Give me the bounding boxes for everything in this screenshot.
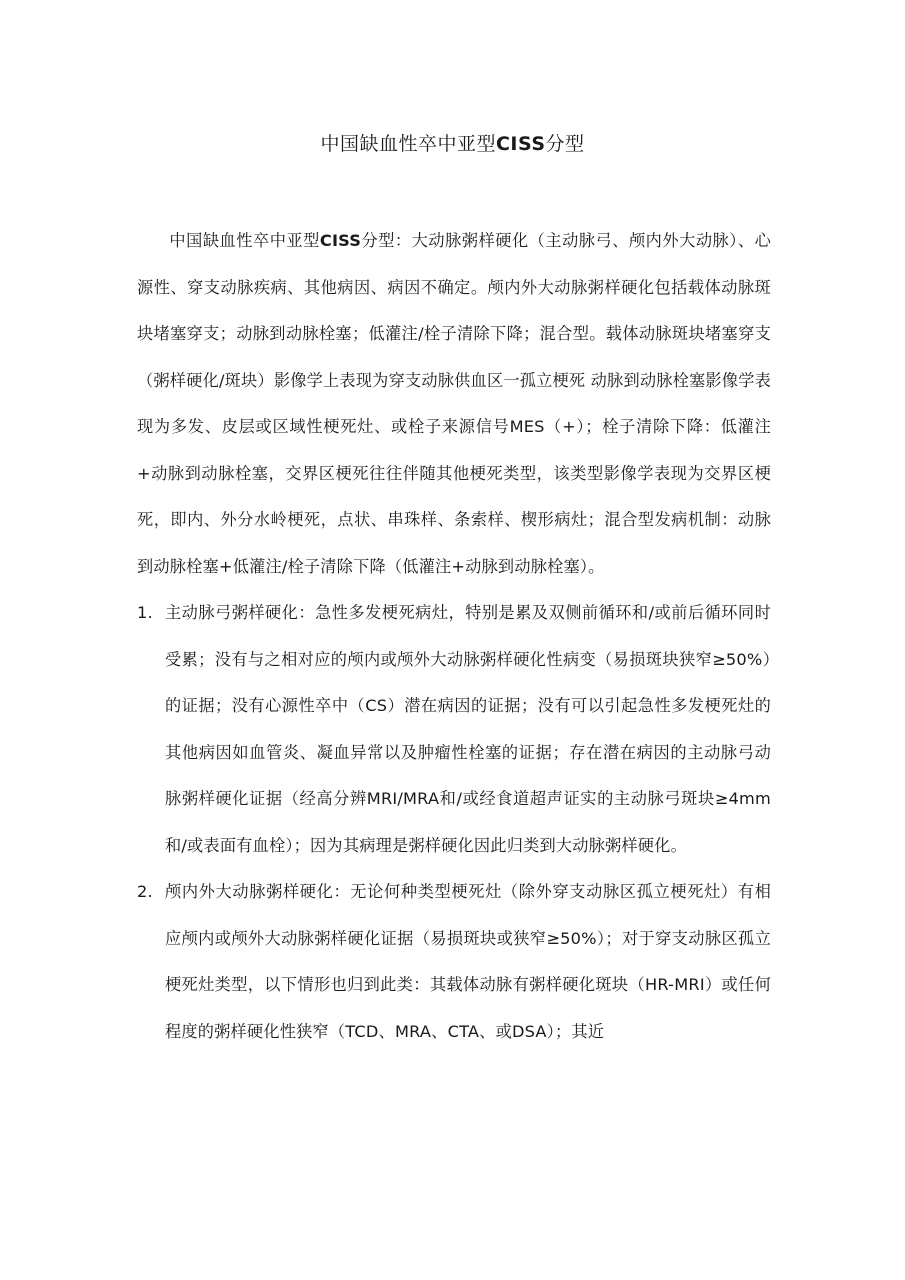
intro-text: 分型：大动脉粥样硬化（主动脉弓、颅内外大动脉）、心源性、穿支动脉疾病、其他病因、病因不确定。颅内外大动脉粥样硬化包括载体动脉斑块堵塞穿支；动脉到动脉栓塞；低灌注/栓子清除下降；混合型。载体动脉斑块堵塞穿支（粥样硬化/斑块）影像学上表现为穿支动脉供血区一孤立梗死 动脉到动脉栓塞影像学表现为多发、皮层或区域性梗死灶、或栓子来源信号MES（+）；栓子清除下降：低灌注+动脉到动脉栓塞，交界区梗死往往伴随其他梗死类型，该类型影像学表现为交界区梗死，即内、外分水岭梗死，点状、串珠样、条索样、楔形病灶；混合型发病机制：动脉到动脉栓塞+低灌注/栓子清除下降（低灌注+动脉到动脉栓塞）。 — [137, 231, 771, 576]
list-item — [137, 590, 771, 869]
document-body — [137, 218, 771, 1055]
page-title — [0, 130, 905, 158]
list-item-text: 颅内外大动脉粥样硬化：无论何种类型梗死灶（除外穿支动脉区孤立梗死灶）有相应颅内或颅外大动脉粥样硬化证据（易损斑块或狭窄≥50%）；对于穿支动脉区孤立梗死灶类型，以下情形也归到此类：其载体动脉有粥样硬化斑块（HR-MRI）或任何程度的粥样硬化性狭窄（TCD、MRA、CTA、或DSA）；其近 — [165, 882, 771, 1041]
list-item — [137, 869, 771, 1055]
title-suffix: 分型 — [545, 133, 585, 155]
intro-paragraph — [137, 218, 771, 590]
list-item-number: 2. — [137, 882, 153, 901]
list-item-number: 1. — [137, 603, 153, 622]
list-item-text: 主动脉弓粥样硬化：急性多发梗死病灶，特别是累及双侧前循环和/或前后循环同时受累；没有与之相对应的颅内或颅外大动脉粥样硬化性病变（易损斑块狭窄≥50%）的证据；没有心源性卒中（CS）潜在病因的证据；没有可以引起急性多发梗死灶的其他病因如血管炎、凝血异常以及肿瘤性栓塞的证据；存在潜在病因的主动脉弓动脉粥样硬化证据（经高分辨MRI/MRA和/或经食道超声证实的主动脉弓斑块≥4mm和/或表面有血栓）；因为其病理是粥样硬化因此归类到大动脉粥样硬化。 — [165, 603, 771, 855]
title-bold: CISS — [495, 133, 546, 155]
intro-bold: CISS — [319, 231, 362, 250]
title-prefix: 中国缺血性卒中亚型 — [320, 133, 496, 155]
intro-prefix: 中国缺血性卒中亚型 — [169, 231, 320, 250]
numbered-list — [137, 590, 771, 1055]
